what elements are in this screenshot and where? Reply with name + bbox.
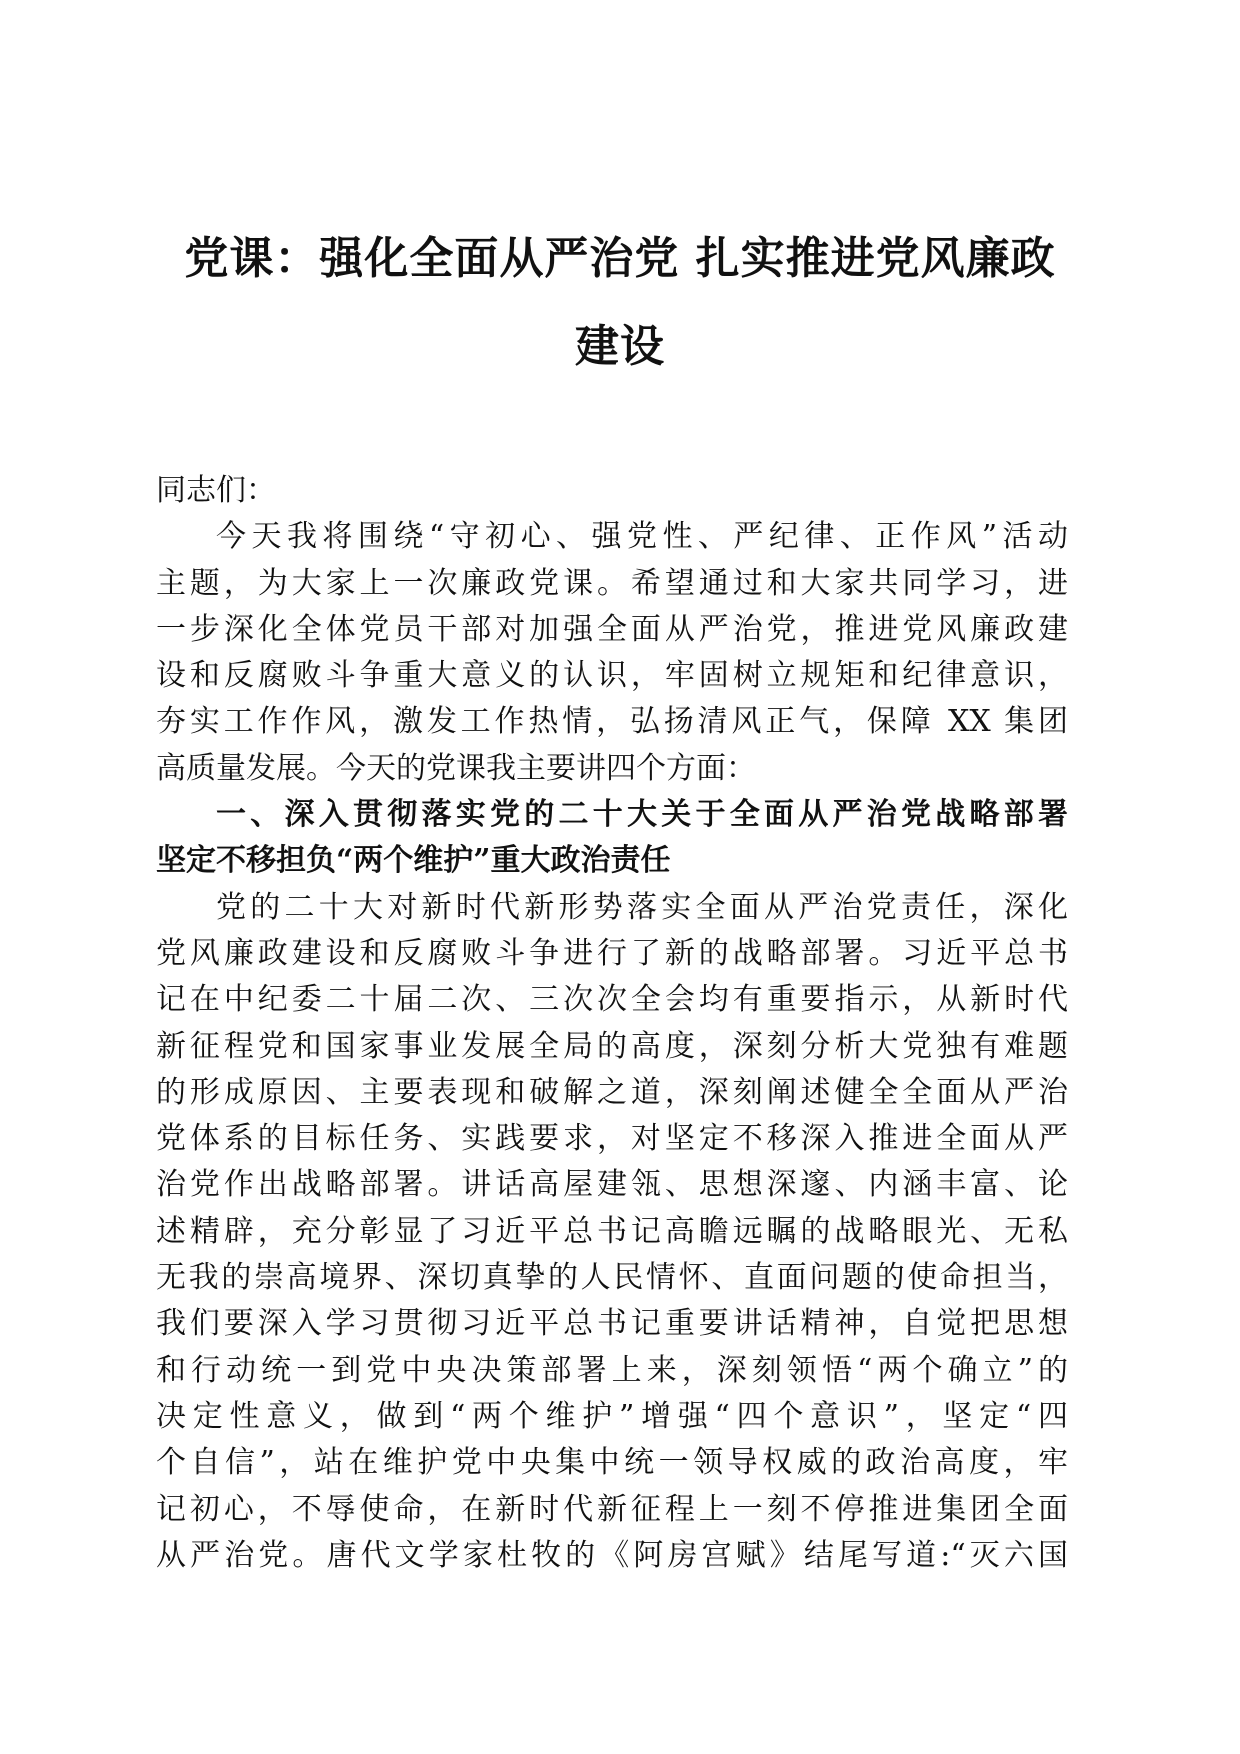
paragraph-line: 述精辟，充分彰显了习近平总书记高瞻远瞩的战略眼光、无私 [156,1213,1068,1249]
paragraph-line: 我们要深入学习贯彻习近平总书记重要讲话精神，自觉把思想 [156,1306,1068,1342]
title-line: 建设 [575,321,665,372]
paragraph-line: 从严治党。唐代文学家杜牧的《阿房宫赋》结尾写道:“灭六国 [156,1537,1068,1573]
paragraph-line: 党体系的目标任务、实践要求，对坚定不移深入推进全面从严 [156,1121,1068,1157]
paragraph-line: 夯实工作作风，激发工作热情，弘扬清风正气，保障 XX 集团 [156,704,1068,740]
document-title [150,215,1090,391]
section-heading-line: 坚定不移担负“两个维护”重大政治责任 [156,843,671,879]
paragraph-line: 无我的崇高境界、深切真挚的人民情怀、直面问题的使命担当， [156,1260,1068,1296]
paragraph-line: 个自信”，站在维护党中央集中统一领导权威的政治高度，牢 [156,1445,1068,1481]
document-body [156,468,1068,1579]
salutation: 同志们： [156,473,276,508]
paragraph-line: 高质量发展。今天的党课我主要讲四个方面： [156,750,756,786]
paragraph-line: 记在中纪委二十届二次、三次次全会均有重要指示，从新时代 [156,982,1068,1018]
paragraph-line: 治党作出战略部署。讲话高屋建瓴、思想深邃、内涵丰富、论 [156,1167,1068,1203]
paragraph-line: 的形成原因、主要表现和破解之道，深刻阐述健全全面从严治 [156,1074,1068,1110]
paragraph-line: 和行动统一到党中央决策部署上来，深刻领悟“两个确立”的 [156,1352,1068,1388]
title-line: 党课：强化全面从严治党 扎实推进党风廉政 [184,233,1056,284]
paragraph-line: 党的二十大对新时代新形势落实全面从严治党责任，深化 [216,889,1068,925]
paragraph-line: 新征程党和国家事业发展全局的高度，深刻分析大党独有难题 [156,1028,1068,1064]
paragraph-line: 主题，为大家上一次廉政党课。希望通过和大家共同学习，进 [156,565,1068,601]
paragraph-line: 记初心，不辱使命，在新时代新征程上一刻不停推进集团全面 [156,1491,1068,1527]
paragraph-line: 一步深化全体党员干部对加强全面从严治党，推进党风廉政建 [156,611,1068,647]
paragraph-line: 党风廉政建设和反腐败斗争进行了新的战略部署。习近平总书 [156,935,1068,971]
paragraph-line: 今天我将围绕“守初心、强党性、严纪律、正作风”活动 [216,519,1068,555]
section-heading-line: 一、深入贯彻落实党的二十大关于全面从严治党战略部署 [216,797,1068,833]
paragraph-line: 设和反腐败斗争重大意义的认识，牢固树立规矩和纪律意识， [156,658,1068,694]
paragraph-line: 决定性意义，做到“两个维护”增强“四个意识”，坚定“四 [156,1398,1068,1434]
